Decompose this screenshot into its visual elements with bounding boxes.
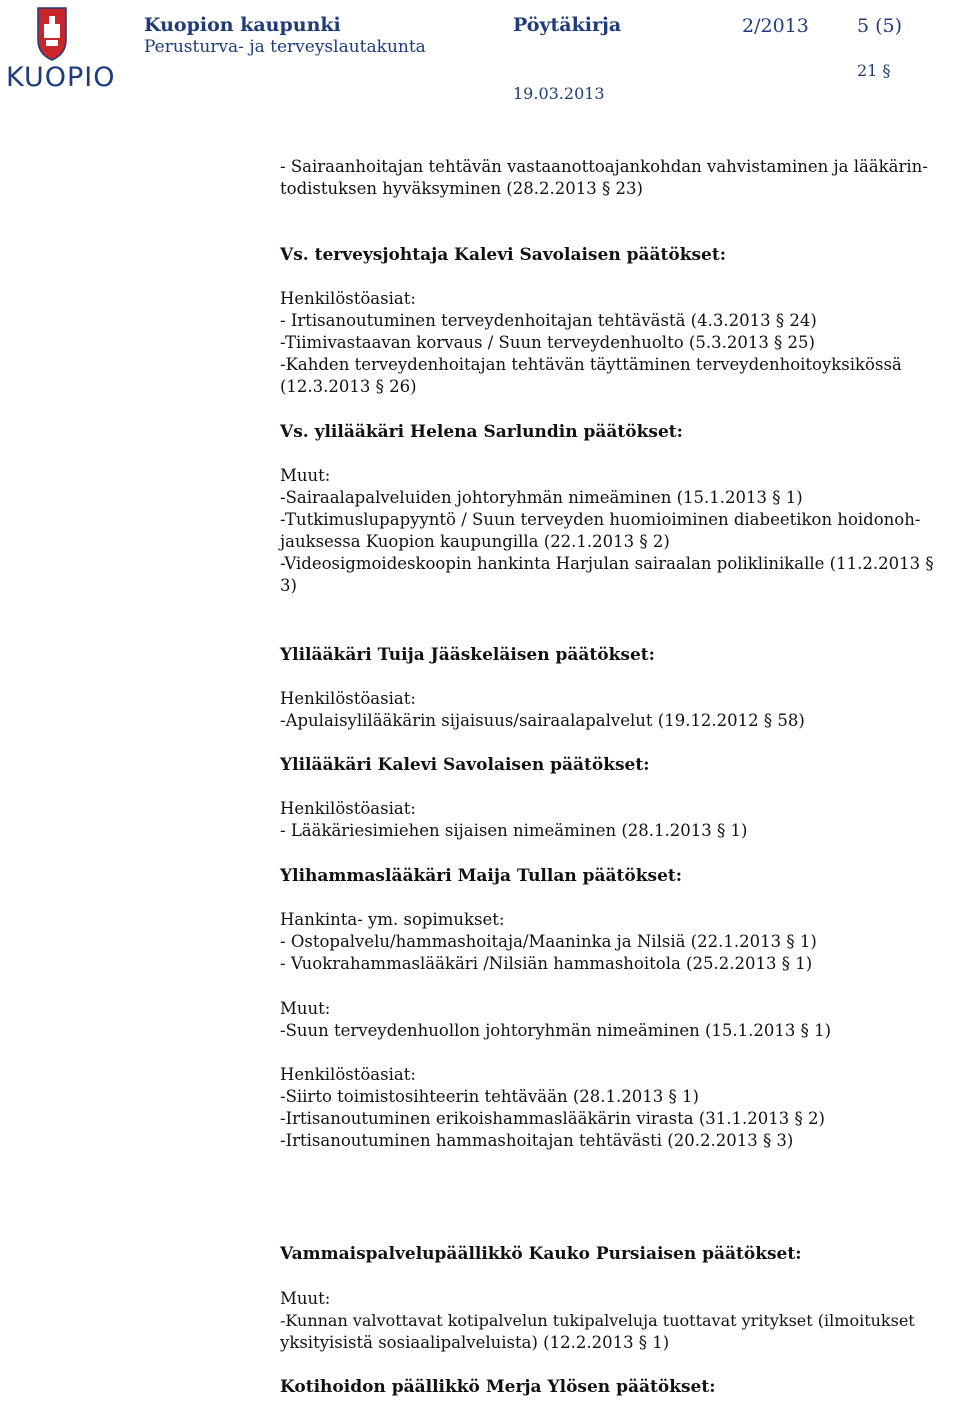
subheading-muut: Muut: bbox=[280, 1289, 331, 1308]
section-number: 21 § bbox=[857, 61, 891, 80]
heading-terveysjohtaja: Vs. terveysjohtaja Kalevi Savolaisen päätökset: bbox=[280, 245, 726, 265]
subheading-muut: Muut: bbox=[280, 999, 331, 1018]
list-item: -Sairaalapalveluiden johtoryhmän nimeäminen (15.1.2013 § 1) bbox=[280, 488, 803, 507]
board-name: Perusturva- ja terveyslautakunta bbox=[144, 37, 426, 57]
line-2: todistuksen hyväksyminen (28.2.2013 § 23) bbox=[280, 179, 643, 198]
document-number: 2/2013 bbox=[742, 15, 809, 37]
meeting-date: 19.03.2013 bbox=[513, 84, 605, 103]
logo-text: KUOPIO bbox=[6, 62, 116, 93]
list-item: -Irtisanoutuminen hammashoitajan tehtävästi (20.2.2013 § 3) bbox=[280, 1131, 794, 1150]
list-item: -Videosigmoideskoopin hankinta Harjulan sairaalan poliklinikalle (11.2.2013 § bbox=[280, 554, 934, 573]
list-item: -Tutkimuslupapyyntö / Suun terveyden huomioiminen diabeetikon hoidonoh- bbox=[280, 510, 921, 529]
heading-ylilaakari-savolainen: Ylilääkäri Kalevi Savolaisen päätökset: bbox=[280, 755, 650, 775]
subheading-henkilostoasiat: Henkilöstöasiat: bbox=[280, 289, 416, 308]
list-item: -Irtisanoutuminen erikoishammaslääkärin virasta (31.1.2013 § 2) bbox=[280, 1109, 825, 1128]
list-item: - Lääkäriesimiehen sijaisen nimeäminen (28.1.2013 § 1) bbox=[280, 821, 748, 840]
heading-kotihoito: Kotihoidon päällikkö Merja Ylösen päätökset: bbox=[280, 1377, 716, 1397]
list-item: -Apulaisylilääkärin sijaisuus/sairaalapalvelut (19.12.2012 § 58) bbox=[280, 711, 805, 730]
subheading-hankinta: Hankinta- ym. sopimukset: bbox=[280, 910, 505, 929]
heading-ylilaakari-sarlund: Vs. ylilääkäri Helena Sarlundin päätökset: bbox=[280, 422, 683, 442]
list-item: -Suun terveydenhuollon johtoryhmän nimeäminen (15.1.2013 § 1) bbox=[280, 1021, 832, 1040]
page-number: 5 (5) bbox=[857, 15, 903, 37]
list-item: - Ostopalvelu/hammashoitaja/Maaninka ja Nilsiä (22.1.2013 § 1) bbox=[280, 932, 817, 951]
list-item: - Vuokrahammaslääkäri /Nilsiän hammashoitola (25.2.2013 § 1) bbox=[280, 954, 813, 973]
list-item: -Tiimivastaavan korvaus / Suun terveydenhuolto (5.3.2013 § 25) bbox=[280, 333, 815, 352]
list-item: -Kahden terveydenhoitajan tehtävän täyttäminen terveydenhoitoyksikössä bbox=[280, 355, 902, 374]
subheading-henkilostoasiat: Henkilöstöasiat: bbox=[280, 799, 416, 818]
subheading-muut: Muut: bbox=[280, 466, 331, 485]
subheading-henkilostoasiat: Henkilöstöasiat: bbox=[280, 1065, 416, 1084]
heading-vammaispalvelu: Vammaispalvelupäällikkö Kauko Pursiaisen päätökset: bbox=[280, 1244, 802, 1264]
list-item: jauksessa Kuopion kaupungilla (22.1.2013 § 2) bbox=[280, 532, 670, 551]
heading-ylihammaslaakari: Ylihammaslääkäri Maija Tullan päätökset: bbox=[280, 866, 683, 886]
list-item: -Kunnan valvottavat kotipalvelun tukipalveluja tuottavat yritykset (ilmoitukset bbox=[280, 1311, 915, 1330]
list-item: - Irtisanoutuminen terveydenhoitajan tehtävästä (4.3.2013 § 24) bbox=[280, 311, 817, 330]
heading-ylilaakari-jaaskelainen: Ylilääkäri Tuija Jääskeläisen päätökset: bbox=[280, 645, 655, 665]
document-type: Pöytäkirja bbox=[513, 14, 622, 36]
line-1: - Sairaanhoitajan tehtävän vastaanottoajankohdan vahvistaminen ja lääkärin- bbox=[280, 157, 928, 176]
list-item: (12.3.2013 § 26) bbox=[280, 377, 417, 396]
organization-name: Kuopion kaupunki bbox=[144, 14, 341, 36]
subheading-henkilostoasiat: Henkilöstöasiat: bbox=[280, 689, 416, 708]
kuopio-logo bbox=[4, 4, 116, 96]
list-item: 3) bbox=[280, 576, 297, 595]
list-item: yksityisistä sosiaalipalveluista) (12.2.2013 § 1) bbox=[280, 1333, 670, 1352]
list-item: -Siirto toimistosihteerin tehtävään (28.1.2013 § 1) bbox=[280, 1087, 699, 1106]
